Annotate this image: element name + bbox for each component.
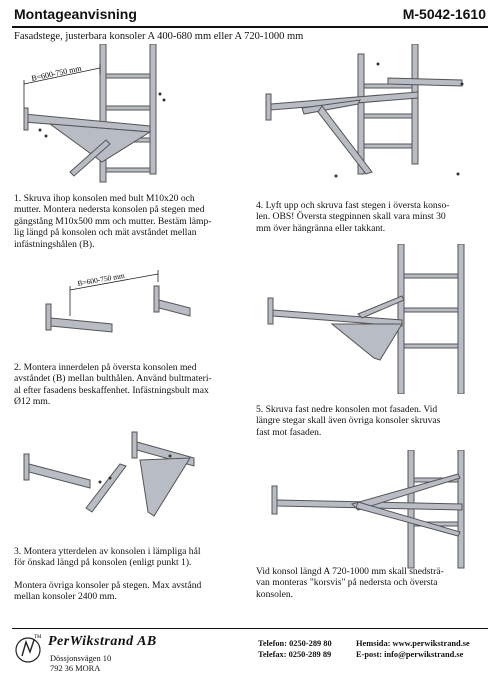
company-city: 792 36 MORA <box>50 664 101 673</box>
figure-step-1 <box>10 44 180 184</box>
figure-step-2 <box>40 268 200 344</box>
trademark-mark: TM <box>34 635 42 640</box>
step-1-text: 1. Skruva ihop konsolen med bult M10x20 och mutter. Montera nedersta konsolen på stegen med gängstång M10x500 mm och mutter. Bestäm lämp- lig längd på konsolen och mät avståndet mellan infästningshålen (B). <box>14 193 212 250</box>
step-4-text: 4. Lyft upp och skruva fast stegen i översta konso- len. OBS! Översta stegpinnen skall vara minst 30 mm över hängränna eller takkant. <box>256 200 450 234</box>
website-link[interactable]: Hemsida: www.perwikstrand.se <box>356 639 470 648</box>
footer-rule <box>12 628 488 629</box>
company-name: PerWikstrand AB <box>48 634 157 649</box>
figure-step-6 <box>262 450 482 570</box>
step-3b-text: Montera övriga konsoler på stegen. Max avstånd mellan konsoler 2400 mm. <box>14 580 202 603</box>
dimension-label: B=600-750 mm <box>30 63 83 83</box>
step-5-text: 5. Skruva fast nedre konsolen mot fasaden. Vid längre stegar skall även övriga konsoler skruvas fast mot fasaden. <box>256 404 441 438</box>
dimension-label-2: B=600-750 mm <box>76 270 126 288</box>
figure-step-5 <box>262 244 482 394</box>
step-2-text: 2. Montera innerdelen på översta konsolen med avståndet (B) mellan bulthålen. Använd bultmateri- al efter fasadens beskaffenhet. Infästningsbult max Ø12 mm. <box>14 362 212 408</box>
header-rule <box>12 26 488 28</box>
company-street: Dössjonsvägen 10 <box>50 654 112 663</box>
document-title: Montageanvisning <box>14 6 137 22</box>
step-6-text: Vid konsol längd A 720-1000 mm skall snedsträ- van monteras "korsvis" på nedersta och översta konsolen. <box>256 566 444 600</box>
document-subtitle: Fasadstege, justerbara konsoler A 400-680 mm eller A 720-1000 mm <box>14 31 304 42</box>
figure-step-4 <box>262 44 482 194</box>
step-3-text: 3. Montera ytterdelen av konsolen i lämpliga hål för önskad längd på konsolen (enligt punkt 1). <box>14 546 201 569</box>
email-link[interactable]: E-post: info@perwikstrand.se <box>356 650 464 659</box>
phone-number: Telefon: 0250-289 80 <box>258 639 332 648</box>
document-code: M-5042-1610 <box>402 6 486 22</box>
company-logo-icon <box>14 632 44 666</box>
fax-number: Telefax: 0250-289 89 <box>258 650 332 659</box>
figure-step-3 <box>20 424 210 534</box>
